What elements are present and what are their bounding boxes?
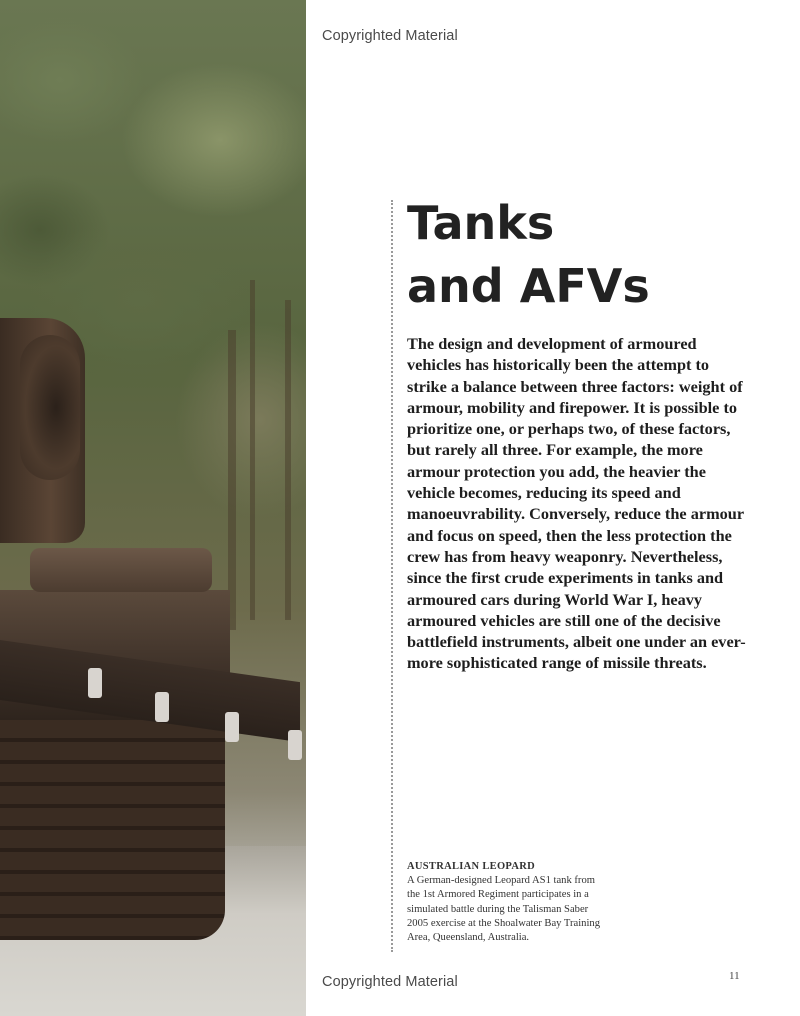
tank-wheel [20,335,80,480]
tree-trunk [250,280,255,620]
caption-text: A German-designed Leopard AS1 tank from the 1st Armored Regiment participates in a simulated battle during the Talisman Saber 2005 exercise at the Shoalwater Bay Training Area, Queensland, Australia. [407,875,600,944]
tank-track [0,720,225,940]
title-line-2: and AFVs [407,259,650,313]
tree-trunk [228,330,236,630]
skirt-tooth [88,668,102,698]
tree-trunk [285,300,291,620]
skirt-tooth [155,692,169,722]
copyright-watermark-bottom: Copyrighted Material [322,974,458,990]
tank-hatch [30,548,212,592]
skirt-tooth [288,730,302,760]
copyright-watermark-top: Copyrighted Material [322,28,458,44]
intro-paragraph: The design and development of armoured vehicles has historically been the attempt to strike a balance between three factors: weight of armour, mobility and firepower. It is possible to prioritize one, or perhaps two, of these factors, but rarely all three. For example, the more armour protection you add, the heavier the vehicle becomes, reducing its speed and manoeuvrability. Conversely, reduce the armour and focus on speed, then the less protection the crew has from heavy weaponry. Nevertheless, since the first crude experiments in tanks and armoured cars during World War I, heavy armoured vehicles are still one of the decisive battlefield instruments, albeit one under an ever-more sophisticated range of missile threats. [407,334,746,673]
photo-caption [407,860,607,945]
title-line-1: Tanks [407,196,555,250]
caption-title: AUSTRALIAN LEOPARD [407,861,536,872]
tank-photograph [0,0,306,1016]
chapter-title [407,192,787,318]
page-number: 11 [729,970,740,982]
dotted-divider [391,200,393,952]
skirt-tooth [225,712,239,742]
